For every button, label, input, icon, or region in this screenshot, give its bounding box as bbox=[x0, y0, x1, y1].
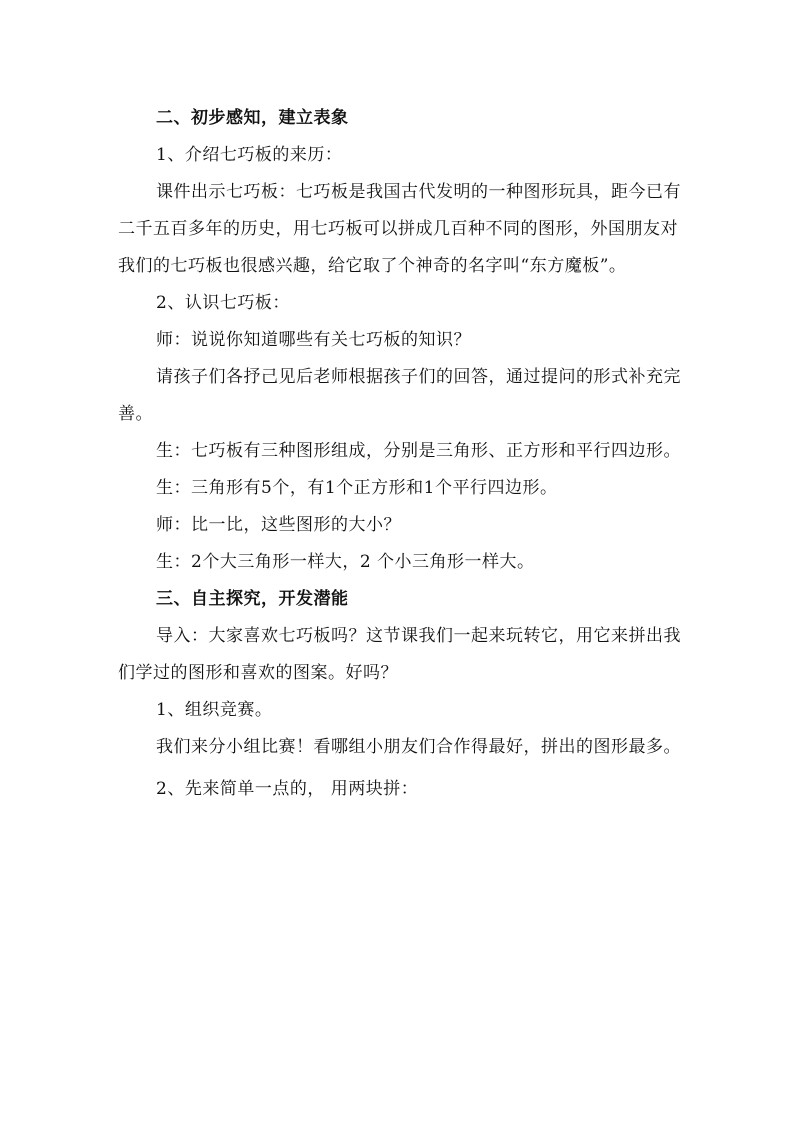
paragraph-teacher-question: 师：说说你知道哪些有关七巧板的知识？ bbox=[156, 330, 471, 350]
paragraph-student-answer-1: 生：七巧板有三种图形组成，分别是三角形、正方形和平行四边形。 bbox=[156, 441, 681, 461]
paragraph-student-answer-2: 生：三角形有5个，有1个正方形和1个平行四边形。 bbox=[156, 478, 558, 498]
subheading-two-pieces: 2、先来简单一点的， 用两块拼： bbox=[156, 779, 419, 799]
subheading-origin: 1、介绍七巧板的来历： bbox=[156, 145, 343, 165]
subheading-competition: 1、组织竞赛。 bbox=[156, 700, 273, 720]
paragraph-discussion: 请孩子们各抒己见后老师根据孩子们的回答，通过提问的形式补充完善。 bbox=[118, 367, 681, 424]
subheading-know-tangram: 2、认识七巧板： bbox=[156, 293, 290, 313]
paragraph-group-contest: 我们来分小组比赛！看哪组小朋友们合作得最好，拼出的图形最多。 bbox=[156, 737, 681, 757]
paragraph-teacher-compare: 师：比一比，这些图形的大小？ bbox=[156, 515, 401, 535]
document-body bbox=[118, 100, 684, 808]
paragraph-student-answer-3: 生：2个大三角形一样大，2 个小三角形一样大。 bbox=[156, 552, 535, 572]
section-heading-3: 三、自主探究，开发潜能 bbox=[156, 589, 349, 609]
paragraph-origin-text: 课件出示七巧板：七巧板是我国古代发明的一种图形玩具，距今已有二千五百多年的历史，用七巧板可以拼成几百种不同的图形，外国朋友对我们的七巧板也很感兴趣，给它取了个神奇的名字叫“东方魔板”。 bbox=[118, 182, 681, 276]
section-heading-2: 二、初步感知，建立表象 bbox=[156, 108, 349, 128]
paragraph-introduction: 导入：大家喜欢七巧板吗？这节课我们一起来玩转它，用它来拼出我们学过的图形和喜欢的图案。好吗？ bbox=[118, 626, 681, 683]
